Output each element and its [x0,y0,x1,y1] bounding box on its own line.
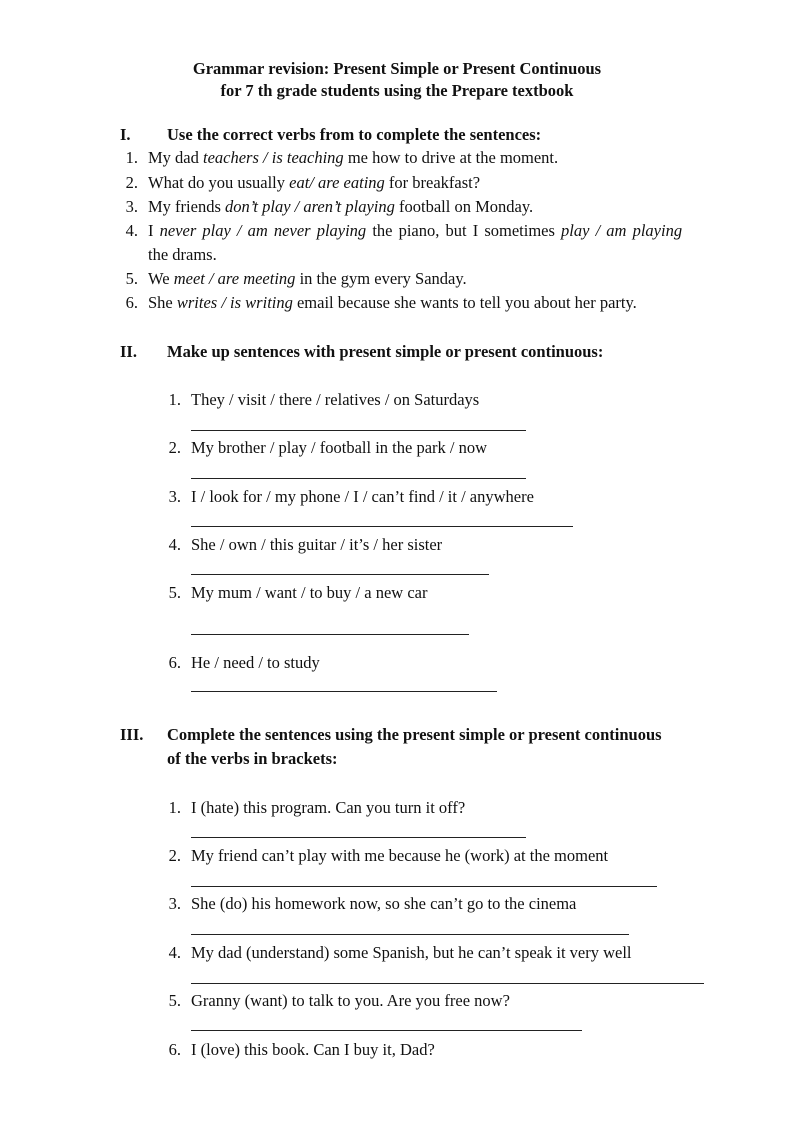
section-2-header [120,341,700,363]
item-text: I (hate) this program. Can you turn it off? [191,798,466,817]
verb-choice: eat/ are eating [289,173,385,192]
item-number: 4. [125,221,138,240]
item-text: My friends [148,197,225,216]
item-number: 3. [168,894,181,913]
item-text: in the gym every Sanday. [295,269,467,288]
section-3-heading: Complete the sentences using the present simple or present continuous [167,725,662,744]
item-text: She (do) his homework now, so she can’t go to the cinema [191,894,577,913]
item-number: 6. [168,653,181,672]
item-text: email because she wants to tell you about her party. [292,293,637,312]
section-2-number: II. [120,342,137,361]
answer-line[interactable] [191,691,497,692]
item-number: 2. [125,173,138,192]
item-number: 5. [168,991,181,1010]
item-text: Granny (want) to talk to you. Are you free now? [191,991,510,1010]
item-number: 2. [168,846,181,865]
item-text: I [148,221,160,240]
section-3-number: III. [120,725,144,744]
item-number: 1. [168,390,181,409]
item-number: 2. [168,438,181,457]
item-text: What do you usually [148,173,290,192]
item-text: football on Monday. [394,197,534,216]
item-text: I / look for / my phone / I / can’t find / it / anywhere [191,487,534,506]
page-subtitle: for 7 th grade students using the Prepare textbook [220,81,574,100]
page-title: Grammar revision: Present Simple or Present Continuous [192,59,602,78]
verb-choice: teachers / is teaching [203,148,344,167]
item-text: My friend can’t play with me because he (work) at the moment [191,846,609,865]
section-1-header [120,124,680,146]
verb-choice: meet / are meeting [173,269,296,288]
item-text: My dad (understand) some Spanish, but he can’t speak it very well [191,943,632,962]
section-1-heading: Use the correct verbs from to complete the sentences: [167,125,542,144]
section-3-heading-cont: of the verbs in brackets: [167,749,338,768]
verb-choice: don’t play / aren’t playing [225,197,395,216]
answer-line[interactable] [191,526,573,527]
item-text: She / own / this guitar / it’s / her sister [191,535,443,554]
answer-line[interactable] [191,574,489,575]
item-text: She [148,293,177,312]
item-text: He / need / to study [191,653,320,672]
answer-line[interactable] [191,478,526,479]
item-text: for breakfast? [384,173,481,192]
section-2-heading: Make up sentences with present simple or present continuous: [167,342,604,361]
item-number: 3. [125,197,138,216]
item-number: 4. [168,943,181,962]
item-text: We [148,269,174,288]
item-text: My brother / play / football in the park / now [191,438,488,457]
verb-choice: play / am playing [561,221,683,240]
item-number: 6. [168,1040,181,1059]
item-number: 5. [125,269,138,288]
item-number: 6. [125,293,138,312]
verb-choice: writes / is writing [176,293,293,312]
answer-line[interactable] [191,886,657,887]
answer-line[interactable] [191,1030,582,1031]
answer-line[interactable] [191,934,629,935]
answer-line[interactable] [191,634,469,635]
item-text: My dad [148,148,203,167]
item-number: 5. [168,583,181,602]
list-item-continuation: the drams. [148,245,217,264]
verb-choice: never play / am never playing [159,221,367,240]
answer-line[interactable] [191,983,704,984]
item-text: the piano, but I sometimes [366,221,562,240]
item-text: My mum / want / to buy / a new car [191,583,428,602]
item-text: me how to drive at the moment. [343,148,559,167]
answer-line[interactable] [191,430,526,431]
item-number: 3. [168,487,181,506]
answer-line[interactable] [191,837,526,838]
item-text: They / visit / there / relatives / on Saturdays [191,390,480,409]
section-3-header [120,724,740,770]
item-number: 1. [125,148,138,167]
section-1-number: I. [120,125,131,144]
item-text: I (love) this book. Can I buy it, Dad? [191,1040,435,1059]
item-number: 4. [168,535,181,554]
item-number: 1. [168,798,181,817]
